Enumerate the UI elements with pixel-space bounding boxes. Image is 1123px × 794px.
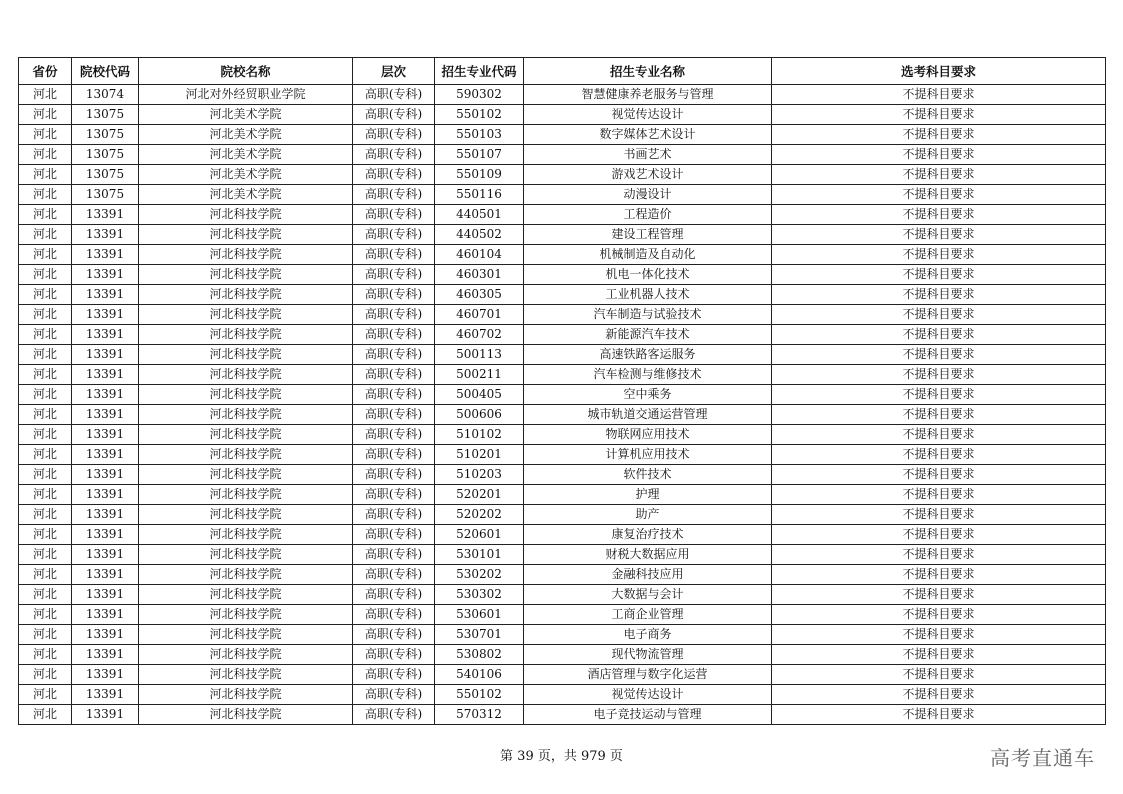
cell-level: 高职(专科) (353, 685, 435, 705)
cell-level: 高职(专科) (353, 645, 435, 665)
cell-province: 河北 (19, 345, 72, 365)
cell-school-code: 13391 (72, 305, 139, 325)
cell-school-code: 13391 (72, 225, 139, 245)
cell-province: 河北 (19, 185, 72, 205)
cell-school-code: 13391 (72, 645, 139, 665)
cell-school-name: 河北科技学院 (139, 645, 353, 665)
cell-major-code: 500211 (435, 365, 524, 385)
cell-subject-requirement: 不提科目要求 (772, 705, 1106, 725)
cell-level: 高职(专科) (353, 565, 435, 585)
cell-subject-requirement: 不提科目要求 (772, 665, 1106, 685)
cell-province: 河北 (19, 205, 72, 225)
cell-major-code: 570312 (435, 705, 524, 725)
cell-school-name: 河北美术学院 (139, 125, 353, 145)
cell-school-code: 13391 (72, 205, 139, 225)
table-row (19, 665, 1106, 685)
page-number: 第 39 页，共 979 页 (500, 749, 623, 764)
cell-school-code: 13075 (72, 185, 139, 205)
cell-major-name: 动漫设计 (524, 185, 772, 205)
table-row (19, 185, 1106, 205)
cell-school-name: 河北科技学院 (139, 365, 353, 385)
cell-school-code: 13391 (72, 525, 139, 545)
cell-level: 高职(专科) (353, 145, 435, 165)
cell-major-code: 520601 (435, 525, 524, 545)
cell-major-code: 440501 (435, 205, 524, 225)
table-row (19, 385, 1106, 405)
cell-major-code: 510201 (435, 445, 524, 465)
cell-level: 高职(专科) (353, 425, 435, 445)
cell-major-name: 计算机应用技术 (524, 445, 772, 465)
cell-school-code: 13391 (72, 485, 139, 505)
cell-major-code: 510102 (435, 425, 524, 445)
cell-subject-requirement: 不提科目要求 (772, 365, 1106, 385)
cell-level: 高职(专科) (353, 165, 435, 185)
cell-subject-requirement: 不提科目要求 (772, 465, 1106, 485)
cell-province: 河北 (19, 385, 72, 405)
watermark: 高考直通车 (990, 746, 1095, 770)
cell-level: 高职(专科) (353, 305, 435, 325)
header-major-code: 招生专业代码 (435, 58, 524, 85)
cell-school-name: 河北科技学院 (139, 585, 353, 605)
cell-subject-requirement: 不提科目要求 (772, 585, 1106, 605)
cell-province: 河北 (19, 565, 72, 585)
cell-school-name: 河北科技学院 (139, 245, 353, 265)
cell-major-code: 440502 (435, 225, 524, 245)
table-header-row (19, 58, 1106, 85)
table-row (19, 505, 1106, 525)
cell-major-name: 书画艺术 (524, 145, 772, 165)
cell-major-code: 590302 (435, 85, 524, 105)
cell-school-code: 13391 (72, 445, 139, 465)
cell-major-name: 大数据与会计 (524, 585, 772, 605)
cell-level: 高职(专科) (353, 365, 435, 385)
cell-major-name: 高速铁路客运服务 (524, 345, 772, 365)
cell-major-name: 城市轨道交通运营管理 (524, 405, 772, 425)
cell-subject-requirement: 不提科目要求 (772, 505, 1106, 525)
cell-school-name: 河北科技学院 (139, 525, 353, 545)
cell-major-name: 视觉传达设计 (524, 685, 772, 705)
cell-major-code: 530202 (435, 565, 524, 585)
cell-major-code: 460702 (435, 325, 524, 345)
table-row (19, 145, 1106, 165)
cell-school-code: 13391 (72, 565, 139, 585)
cell-level: 高职(专科) (353, 225, 435, 245)
table-row (19, 705, 1106, 725)
cell-school-name: 河北科技学院 (139, 345, 353, 365)
cell-school-name: 河北科技学院 (139, 265, 353, 285)
cell-school-name: 河北科技学院 (139, 545, 353, 565)
table-row (19, 545, 1106, 565)
cell-province: 河北 (19, 485, 72, 505)
cell-major-code: 550107 (435, 145, 524, 165)
cell-subject-requirement: 不提科目要求 (772, 485, 1106, 505)
table-row (19, 645, 1106, 665)
header-subject-requirement: 选考科目要求 (772, 58, 1106, 85)
cell-subject-requirement: 不提科目要求 (772, 105, 1106, 125)
cell-major-code: 530701 (435, 625, 524, 645)
cell-major-code: 510203 (435, 465, 524, 485)
cell-major-code: 550103 (435, 125, 524, 145)
cell-level: 高职(专科) (353, 585, 435, 605)
cell-subject-requirement: 不提科目要求 (772, 405, 1106, 425)
cell-major-name: 汽车检测与维修技术 (524, 365, 772, 385)
cell-subject-requirement: 不提科目要求 (772, 305, 1106, 325)
cell-school-name: 河北科技学院 (139, 425, 353, 445)
cell-school-code: 13075 (72, 125, 139, 145)
cell-school-name: 河北科技学院 (139, 385, 353, 405)
cell-major-name: 机电一体化技术 (524, 265, 772, 285)
cell-major-name: 软件技术 (524, 465, 772, 485)
cell-major-name: 金融科技应用 (524, 565, 772, 585)
cell-school-name: 河北科技学院 (139, 465, 353, 485)
cell-major-name: 物联网应用技术 (524, 425, 772, 445)
header-major-name: 招生专业名称 (524, 58, 772, 85)
cell-school-name: 河北科技学院 (139, 445, 353, 465)
table-row (19, 365, 1106, 385)
cell-school-name: 河北科技学院 (139, 305, 353, 325)
cell-major-name: 工商企业管理 (524, 605, 772, 625)
cell-province: 河北 (19, 325, 72, 345)
cell-province: 河北 (19, 225, 72, 245)
table-row (19, 565, 1106, 585)
table-row (19, 405, 1106, 425)
cell-level: 高职(专科) (353, 465, 435, 485)
cell-major-name: 现代物流管理 (524, 645, 772, 665)
cell-major-code: 520202 (435, 505, 524, 525)
cell-school-code: 13391 (72, 685, 139, 705)
cell-major-name: 康复治疗技术 (524, 525, 772, 545)
cell-subject-requirement: 不提科目要求 (772, 225, 1106, 245)
cell-major-name: 智慧健康养老服务与管理 (524, 85, 772, 105)
cell-major-code: 530601 (435, 605, 524, 625)
cell-level: 高职(专科) (353, 505, 435, 525)
cell-school-code: 13391 (72, 245, 139, 265)
cell-school-code: 13391 (72, 465, 139, 485)
cell-school-code: 13391 (72, 545, 139, 565)
cell-subject-requirement: 不提科目要求 (772, 685, 1106, 705)
table-row (19, 285, 1106, 305)
cell-major-code: 550102 (435, 105, 524, 125)
table-row (19, 525, 1106, 545)
table-body (19, 85, 1106, 725)
cell-major-name: 数字媒体艺术设计 (524, 125, 772, 145)
cell-major-code: 540106 (435, 665, 524, 685)
cell-school-code: 13391 (72, 425, 139, 445)
cell-province: 河北 (19, 125, 72, 145)
cell-school-name: 河北科技学院 (139, 485, 353, 505)
cell-level: 高职(专科) (353, 405, 435, 425)
cell-level: 高职(专科) (353, 85, 435, 105)
cell-subject-requirement: 不提科目要求 (772, 385, 1106, 405)
cell-school-code: 13075 (72, 105, 139, 125)
cell-province: 河北 (19, 525, 72, 545)
table-row (19, 345, 1106, 365)
cell-major-name: 工业机器人技术 (524, 285, 772, 305)
cell-subject-requirement: 不提科目要求 (772, 345, 1106, 365)
cell-major-code: 550116 (435, 185, 524, 205)
table-row (19, 485, 1106, 505)
cell-school-name: 河北科技学院 (139, 605, 353, 625)
cell-school-name: 河北科技学院 (139, 625, 353, 645)
admission-table (18, 57, 1106, 725)
cell-school-name: 河北美术学院 (139, 185, 353, 205)
cell-school-code: 13391 (72, 265, 139, 285)
cell-level: 高职(专科) (353, 625, 435, 645)
cell-school-code: 13074 (72, 85, 139, 105)
table-row (19, 685, 1106, 705)
cell-province: 河北 (19, 285, 72, 305)
cell-level: 高职(专科) (353, 345, 435, 365)
cell-province: 河北 (19, 105, 72, 125)
cell-subject-requirement: 不提科目要求 (772, 545, 1106, 565)
cell-subject-requirement: 不提科目要求 (772, 565, 1106, 585)
cell-major-code: 460301 (435, 265, 524, 285)
cell-major-code: 530302 (435, 585, 524, 605)
cell-subject-requirement: 不提科目要求 (772, 265, 1106, 285)
cell-school-code: 13391 (72, 705, 139, 725)
cell-province: 河北 (19, 625, 72, 645)
cell-school-code: 13075 (72, 165, 139, 185)
cell-level: 高职(专科) (353, 105, 435, 125)
cell-school-name: 河北科技学院 (139, 505, 353, 525)
table-row (19, 105, 1106, 125)
cell-school-name: 河北科技学院 (139, 285, 353, 305)
cell-level: 高职(专科) (353, 245, 435, 265)
cell-school-name: 河北科技学院 (139, 685, 353, 705)
cell-province: 河北 (19, 425, 72, 445)
cell-school-name: 河北美术学院 (139, 145, 353, 165)
cell-province: 河北 (19, 305, 72, 325)
cell-level: 高职(专科) (353, 205, 435, 225)
cell-level: 高职(专科) (353, 525, 435, 545)
table-row (19, 225, 1106, 245)
cell-level: 高职(专科) (353, 265, 435, 285)
cell-school-code: 13391 (72, 585, 139, 605)
cell-subject-requirement: 不提科目要求 (772, 145, 1106, 165)
table-row (19, 605, 1106, 625)
table-row (19, 85, 1106, 105)
cell-school-code: 13391 (72, 285, 139, 305)
cell-school-name: 河北科技学院 (139, 205, 353, 225)
cell-province: 河北 (19, 705, 72, 725)
cell-level: 高职(专科) (353, 385, 435, 405)
cell-level: 高职(专科) (353, 325, 435, 345)
cell-major-name: 电子商务 (524, 625, 772, 645)
table-row (19, 585, 1106, 605)
cell-school-code: 13391 (72, 625, 139, 645)
cell-subject-requirement: 不提科目要求 (772, 445, 1106, 465)
cell-major-code: 460701 (435, 305, 524, 325)
cell-major-name: 新能源汽车技术 (524, 325, 772, 345)
cell-subject-requirement: 不提科目要求 (772, 185, 1106, 205)
cell-province: 河北 (19, 405, 72, 425)
cell-subject-requirement: 不提科目要求 (772, 165, 1106, 185)
cell-major-code: 500606 (435, 405, 524, 425)
cell-province: 河北 (19, 685, 72, 705)
cell-major-code: 500113 (435, 345, 524, 365)
table-row (19, 305, 1106, 325)
cell-level: 高职(专科) (353, 605, 435, 625)
header-school-name: 院校名称 (139, 58, 353, 85)
cell-level: 高职(专科) (353, 125, 435, 145)
cell-school-name: 河北美术学院 (139, 105, 353, 125)
cell-major-code: 460305 (435, 285, 524, 305)
cell-subject-requirement: 不提科目要求 (772, 325, 1106, 345)
cell-major-name: 汽车制造与试验技术 (524, 305, 772, 325)
cell-subject-requirement: 不提科目要求 (772, 205, 1106, 225)
cell-major-name: 护理 (524, 485, 772, 505)
cell-school-code: 13391 (72, 505, 139, 525)
cell-province: 河北 (19, 505, 72, 525)
cell-province: 河北 (19, 445, 72, 465)
table-row (19, 205, 1106, 225)
cell-province: 河北 (19, 145, 72, 165)
cell-province: 河北 (19, 365, 72, 385)
cell-province: 河北 (19, 245, 72, 265)
cell-level: 高职(专科) (353, 445, 435, 465)
cell-major-code: 530802 (435, 645, 524, 665)
cell-level: 高职(专科) (353, 185, 435, 205)
cell-school-name: 河北科技学院 (139, 565, 353, 585)
cell-school-name: 河北美术学院 (139, 165, 353, 185)
cell-subject-requirement: 不提科目要求 (772, 425, 1106, 445)
cell-level: 高职(专科) (353, 485, 435, 505)
cell-school-name: 河北科技学院 (139, 705, 353, 725)
header-school-code: 院校代码 (72, 58, 139, 85)
table-row (19, 265, 1106, 285)
cell-school-code: 13391 (72, 665, 139, 685)
table-row (19, 445, 1106, 465)
cell-major-code: 500405 (435, 385, 524, 405)
cell-subject-requirement: 不提科目要求 (772, 85, 1106, 105)
cell-province: 河北 (19, 85, 72, 105)
cell-province: 河北 (19, 645, 72, 665)
cell-subject-requirement: 不提科目要求 (772, 605, 1106, 625)
cell-major-name: 建设工程管理 (524, 225, 772, 245)
cell-school-code: 13391 (72, 325, 139, 345)
cell-subject-requirement: 不提科目要求 (772, 625, 1106, 645)
cell-province: 河北 (19, 545, 72, 565)
cell-school-code: 13075 (72, 145, 139, 165)
table-row (19, 465, 1106, 485)
cell-major-name: 空中乘务 (524, 385, 772, 405)
cell-major-code: 530101 (435, 545, 524, 565)
cell-level: 高职(专科) (353, 285, 435, 305)
cell-subject-requirement: 不提科目要求 (772, 645, 1106, 665)
cell-subject-requirement: 不提科目要求 (772, 125, 1106, 145)
cell-major-name: 游戏艺术设计 (524, 165, 772, 185)
cell-level: 高职(专科) (353, 545, 435, 565)
cell-school-code: 13391 (72, 345, 139, 365)
cell-school-name: 河北科技学院 (139, 405, 353, 425)
cell-school-code: 13391 (72, 385, 139, 405)
cell-major-name: 助产 (524, 505, 772, 525)
cell-subject-requirement: 不提科目要求 (772, 245, 1106, 265)
cell-major-code: 550102 (435, 685, 524, 705)
header-level: 层次 (353, 58, 435, 85)
cell-school-name: 河北对外经贸职业学院 (139, 85, 353, 105)
cell-major-name: 酒店管理与数字化运营 (524, 665, 772, 685)
cell-province: 河北 (19, 585, 72, 605)
table-row (19, 625, 1106, 645)
cell-major-code: 520201 (435, 485, 524, 505)
header-province: 省份 (19, 58, 72, 85)
cell-school-code: 13391 (72, 365, 139, 385)
cell-province: 河北 (19, 165, 72, 185)
cell-province: 河北 (19, 265, 72, 285)
table-row (19, 245, 1106, 265)
table-row (19, 325, 1106, 345)
cell-major-name: 工程造价 (524, 205, 772, 225)
cell-school-name: 河北科技学院 (139, 665, 353, 685)
cell-school-code: 13391 (72, 605, 139, 625)
cell-major-name: 电子竞技运动与管理 (524, 705, 772, 725)
cell-level: 高职(专科) (353, 665, 435, 685)
cell-school-name: 河北科技学院 (139, 325, 353, 345)
cell-major-code: 460104 (435, 245, 524, 265)
table-row (19, 125, 1106, 145)
cell-province: 河北 (19, 665, 72, 685)
cell-province: 河北 (19, 605, 72, 625)
cell-level: 高职(专科) (353, 705, 435, 725)
cell-major-name: 财税大数据应用 (524, 545, 772, 565)
cell-major-name: 机械制造及自动化 (524, 245, 772, 265)
cell-subject-requirement: 不提科目要求 (772, 525, 1106, 545)
cell-school-name: 河北科技学院 (139, 225, 353, 245)
table-row (19, 165, 1106, 185)
cell-major-name: 视觉传达设计 (524, 105, 772, 125)
cell-major-code: 550109 (435, 165, 524, 185)
cell-province: 河北 (19, 465, 72, 485)
cell-school-code: 13391 (72, 405, 139, 425)
cell-subject-requirement: 不提科目要求 (772, 285, 1106, 305)
table-row (19, 425, 1106, 445)
